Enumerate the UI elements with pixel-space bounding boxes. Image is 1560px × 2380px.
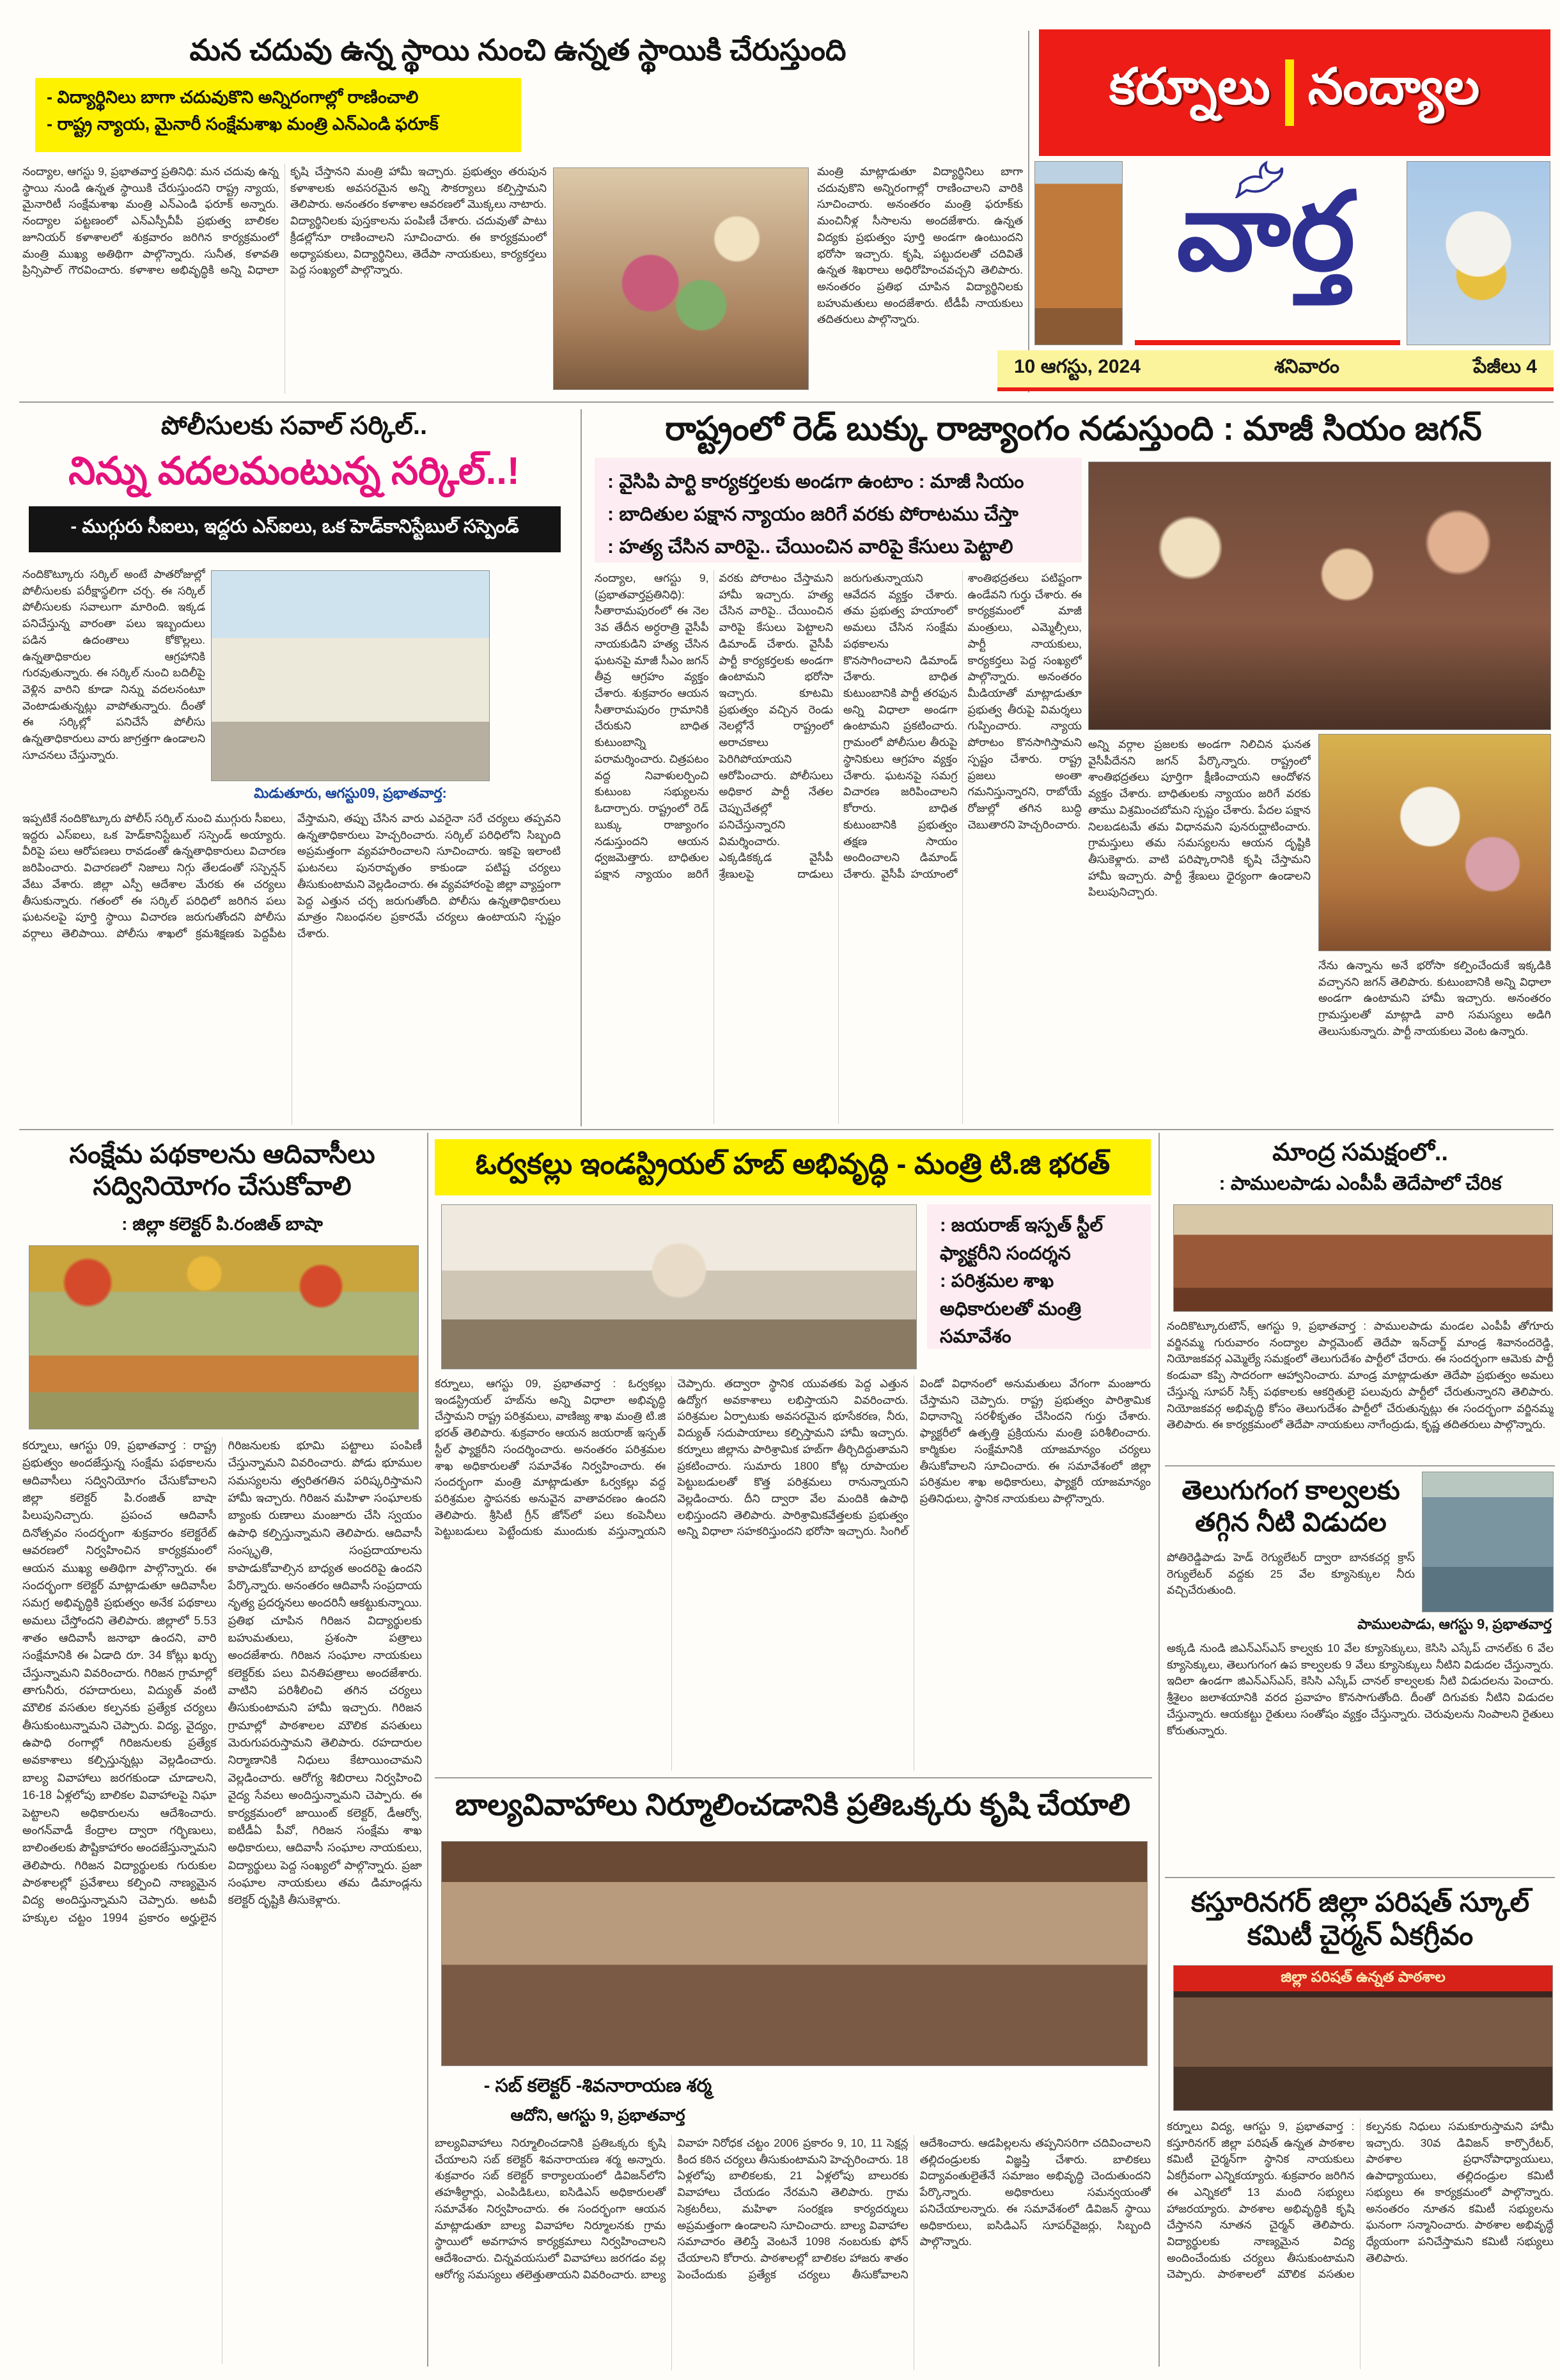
- education-body-left: నంద్యాల, ఆగస్టు 9, ప్రభాతవార్త ప్రతినిధి: మన చదువు ఉన్న స్థాయి నుండి ఉన్నత స్థాయికి చేరుస్తుందని రాష్ట్ర న్యాయ, మైనారిటీ సంక్షేమశాఖ మంత్రి ఎన్ఎండి ఫరూక్ అన్నారు. నంద్యాల పట్టణంలో ఎన్ఎస్పీవీపీ ప్రభుత్వ బాలికల జూనియర్ కళాశాలలో శుక్రవారం జరిగిన కార్యక్రమంలో మంత్రి ముఖ్య అతిథిగా పాల్గొన్నారు. సునీత, కళావతి ప్రిన్సిపాల్ గౌరవించారు. కళాశాల అభివృద్ధికి అన్ని విధాలా కృషి చేస్తానని మంత్రి హామీ ఇచ్చారు. ప్రభుత్వం తరుపున కళాశాలకు అవసరమైన అన్ని సౌకర్యాలు కల్పిస్తామని తెలిపారు. అనంతరం కళాశాల ఆవరణలో మొక్కలు నాటారు. విద్యార్థినిలకు పుస్తకాలను పంపిణీ చేశారు. చదువుతో పాటు క్రీడల్లోనూ రాణించాలని సూచించారు. ఈ కార్యక్రమంలో అధ్యాపకులు, విద్యార్థినిలు, తెదేపా నాయకులు, కార్యకర్తలు పెద్ద సంఖ్యలో పాల్గొన్నారు.: [22, 165, 547, 277]
- masthead-logo: వార్త: [1176, 171, 1355, 293]
- industrial-photo: [441, 1204, 917, 1369]
- welfare-body: కర్నూలు, ఆగస్టు 09, ప్రభాతవార్త : రాష్ట్ర ప్రభుత్వం అందజేస్తున్న సంక్షేమ పథకాలను ఆదివాసీలు సద్వినియోగం చేసుకోవాలని జిల్లా కలెక్టర్ పి.రంజిత్ బాషా పిలుపునిచ్చారు. ప్రపంచ ఆదివాసీ దినోత్సవం సందర్భంగా శుక్రవారం కలెక్టరేట్ ఆవరణలో నిర్వహించిన కార్యక్రమంలో ఆయన ముఖ్య అతిథిగా పాల్గొన్నారు. ఈ సందర్భంగా కలెక్టర్ మాట్లాడుతూ ఆదివాసీల సమగ్ర అభివృద్ధికి ప్రభుత్వం అనేక పథకాలు అమలు చేస్తోందని తెలిపారు. జిల్లాలో 5.53 శాతం ఆదివాసీ జనాభా ఉందని, వారి సంక్షేమానికి ఈ ఏడాది రూ. 34 కోట్లు ఖర్చు చేస్తున్నామని వివరించారు. గిరిజన గ్రామాల్లో తాగునీరు, రహదారులు, విద్యుత్ వంటి మౌలిక వసతుల కల్పనకు ప్రత్యేక చర్యలు తీసుకుంటున్నామని చెప్పారు. విద్య, వైద్యం, ఉపాధి రంగాల్లో గిరిజనులకు ప్రత్యేక అవకాశాలు కల్పిస్తున్నట్లు వెల్లడించారు. బాల్య వివాహాలు జరగకుండా చూడాలని, 16-18 ఏళ్లలోపు బాలికల వివాహాలపై నిఘా పెట్టాలని అధికారులను ఆదేశించారు. అంగన్‌వాడీ కేంద్రాల ద్వారా గర్భిణులు, బాలింతలకు పౌష్టికాహారం అందజేస్తున్నామని తెలిపారు. గిరిజన విద్యార్థులకు గురుకుల పాఠశాలల్లో ప్రవేశాలు కల్పించి నాణ్యమైన విద్య అందిస్తున్నామని చెప్పారు. అటవీ హక్కుల చట్టం 1994 ప్రకారం అర్హులైన గిరిజనులకు భూమి పట్టాలు పంపిణీ చేస్తున్నామని వివరించారు. పోడు భూముల సమస్యలను త్వరితగతిన పరిష్కరిస్తామని హామీ ఇచ్చారు. గిరిజన మహిళా సంఘాలకు బ్యాంకు రుణాలు మంజూరు చేసి స్వయం ఉపాధి కల్పిస్తున్నామని తెలిపారు. ఆదివాసీ సంస్కృతి, సంప్రదాయాలను కాపాడుకోవాల్సిన బాధ్యత అందరిపై ఉందని పేర్కొన్నారు. అనంతరం ఆదివాసీ సంప్రదాయ నృత్య ప్రదర్శనలు అందరినీ ఆకట్టుకున్నాయి. ప్రతిభ చూపిన గిరిజన విద్యార్థులకు బహుమతులు, ప్రశంసా పత్రాలు అందజేశారు. గిరిజన సంఘాల నాయకులు కలెక్టర్‌కు పలు వినతిపత్రాలు అందజేశారు. వాటిని పరిశీలించి తగిన చర్యలు తీసుకుంటామని హామీ ఇచ్చారు. గిరిజన గ్రామాల్లో పాఠశాలల మౌలిక వసతులు మెరుగుపరుస్తామని తెలిపారు. రహదారుల నిర్మాణానికి నిధులు కేటాయించామని వెల్లడించారు. ఆరోగ్య శిబిరాలు నిర్వహించి వైద్య సేవలు అందిస్తున్నామని చెప్పారు. ఈ కార్యక్రమంలో జాయింట్ కలెక్టర్, డీఆర్వో, ఐటీడీఏ పీవో, గిరిజన సంక్షేమ శాఖ అధికారులు, ఆదివాసీ సంఘాల నాయకులు, విద్యార్థులు పెద్ద సంఖ్యలో పాల్గొన్నారు. ప్రజా సంఘాల నాయకులు తమ డిమాండ్లను కలెక్టర్ దృష్టికి తీసుకెళ్లారు.: [22, 1439, 422, 1924]
- education-highlight-1: - విద్యార్థినిలు బాగా చదువుకొని అన్నిరంగాల్లో రాణించాలి: [47, 88, 419, 107]
- school-headline: కస్తూరినగర్ జిల్లా పరిషత్ స్కూల్ కమిటీ చైర్మన్ ఏకగ్రీవం: [1190, 1887, 1530, 1952]
- masthead-title-right: నంద్యాల: [1307, 58, 1481, 114]
- school-body: కర్నూలు విద్య, ఆగస్టు 9, ప్రభాతవార్త : కస్తూరినగర్ జిల్లా పరిషత్ ఉన్నత పాఠశాల కమిటీ చైర్మన్‌గా స్థానిక నాయకులు ఏకగ్రీవంగా ఎన్నికయ్యారు. శుక్రవారం జరిగిన ఈ ఎన్నికలో 13 మంది సభ్యులు హాజరయ్యారు. పాఠశాల అభివృద్ధికి కృషి చేస్తానని నూతన చైర్మన్ తెలిపారు. విద్యార్థులకు నాణ్యమైన విద్య అందించేందుకు చర్యలు తీసుకుంటామని చెప్పారు. పాఠశాలలో మౌలిక వసతుల కల్పనకు నిధులు సమకూరుస్తామని హామీ ఇచ్చారు. 30వ డివిజన్ కార్పొరేటర్, పాఠశాల ప్రధానోపాధ్యాయులు, ఉపాధ్యాయులు, తల్లిదండ్రుల కమిటీ సభ్యులు ఈ కార్యక్రమంలో పాల్గొన్నారు. అనంతరం నూతన కమిటీ సభ్యులను ఘనంగా సన్మానించారు. పాఠశాల అభివృద్ధే ధ్యేయంగా పనిచేస్తామని కమిటీ సభ్యులు తెలిపారు.: [1167, 2120, 1554, 2281]
- masthead-title-box: [1039, 29, 1550, 156]
- industrial-points-box: [927, 1204, 1151, 1349]
- police-kicker: పోలీసులకు సవాల్ సర్కిల్..: [160, 412, 428, 440]
- masthead-title-left: కర్నూలు: [1109, 58, 1271, 114]
- masthead-pages: పేజీలు 4: [1473, 355, 1537, 377]
- jagan-point-3: : హత్య చేసిన వారిపై.. చేయించిన వారిపై కేసులు పెట్టాలి: [607, 536, 1013, 557]
- school-photo: [1173, 1965, 1553, 2111]
- rule-middle-right: [1158, 1133, 1160, 2367]
- child-photo: [441, 1841, 1148, 2066]
- masthead-nandi-photo: [1407, 161, 1550, 345]
- police-headline: నిన్ను వదలమంటున్న సర్కిల్..!: [68, 449, 520, 492]
- mandra-subhead: : పాములపాడు ఎంపీపీ తెదేపాలో చేరిక: [1219, 1173, 1502, 1194]
- child-headline: బాల్యవివాహాలు నిర్మూలించడానికి ప్రతిఒక్కరు కృషి చేయాలి: [455, 1787, 1130, 1821]
- jagan-body-right1: అన్ని వర్గాల ప్రజలకు అండగా నిలిచిన ఘనత వైసీపీదేనని జగన్ పేర్కొన్నారు. రాష్ట్రంలో శాంతిభద్రతలు పూర్తిగా క్షీణించాయని ఆందోళన వ్యక్తం చేశారు. బాధితులకు న్యాయం జరిగే వరకు తాము విశ్రమించబోమని స్పష్టం చేశారు. పేదల పక్షాన నిలబడటమే తమ విధానమని పునరుద్ఘాటించారు. గ్రామస్తులు తమ సమస్యలను ఆయన దృష్టికి తీసుకెళ్లారు. వాటి పరిష్కారానికి కృషి చేస్తామని హామీ ఇచ్చారు. పార్టీ శ్రేణులు ధైర్యంగా ఉండాలని పిలుపునిచ్చారు.: [1088, 738, 1311, 899]
- canal-photo-caption: పాములపాడు, ఆగస్టు 9, ప్రభాతవార్త: [1357, 1616, 1552, 1632]
- masthead-date: 10 ఆగస్టు, 2024: [1014, 355, 1141, 377]
- masthead-logo-underline: [1135, 340, 1400, 345]
- mandra-body: నందికొట్కూరుటౌన్, ఆగస్టు 9, ప్రభాతవార్త : పాములపాడు మండల ఎంపీపీ తోగూరు వర్జినమ్మ గురువారం నంద్యాల పార్లమెంట్ తెదేపా ఇన్‌చార్జ్ మాండ్ర శివానందరెడ్డి, నియోజకవర్గ ఎమ్మెల్యే సమక్షంలో తెలుగుదేశం పార్టీలో చేరారు. ఈ సందర్భంగా ఆమెకు పార్టీ కండువా కప్పి సాదరంగా ఆహ్వానించారు. మాండ్ర మాట్లాడుతూ తెదేపా ప్రభుత్వం అమలు చేస్తున్న సూపర్ సిక్స్ పథకాలకు ఆకర్షితులై పలువురు పార్టీలో చేరుతున్నారని తెలిపారు. నియోజకవర్గ అభివృద్ధి కోసం తెలుగుదేశం పార్టీలో చేరుతున్నట్లు ఈ సందర్భంగా వర్జినమ్మ తెలిపారు. ఈ కార్యక్రమంలో తెదేపా నాయకులు నాగేంద్రుడు, కృష్ణ తదితరులు పాల్గొన్నారు.: [1167, 1319, 1554, 1431]
- masthead-divider-rule: [1028, 31, 1029, 393]
- education-highlight-2: - రాష్ట్ర న్యాయ, మైనారీ సంక్షేమశాఖ మంత్రి ఎన్ఎండి ఫరూక్: [47, 114, 439, 134]
- education-photo: [553, 167, 809, 390]
- mandra-headline: మాంద్ర సమక్షంలో..: [1272, 1139, 1448, 1166]
- jagan-body-right2: నేను ఉన్నాను అనే భరోసా కల్పించేందుకే ఇక్కడికి వచ్చానని జగన్ తెలిపారు. కుటుంబానికి అన్ని విధాలా అండగా ఉంటామని హామీ ఇచ్చారు. అనంతరం గ్రామస్తులతో మాట్లాడి వారి సమస్యలు అడిగి తెలుసుకున్నారు. పార్టీ నాయకులు వెంట ఉన్నారు.: [1318, 959, 1551, 1038]
- canal-body: అక్కడి నుండి జిఎన్ఎస్ఎస్ కాల్వకు 10 వేల క్యూసెక్కులు, కెసిసి ఎస్కేప్ చానల్‌కు 6 వేల క్యూసెక్కులు, తెలుగుగంగ ఉప కాల్వలకు 9 వేలు క్యూసెక్కులు నీటిని విడుదల చేస్తున్నారు. ఇదిలా ఉండగా జిఎన్ఎస్ఎస్, కెసిసి ఎస్కేప్ చానల్ కాల్వలకు నీటి విడుదలను పెంచారు. శ్రీశైలం జలాశయానికి వరద ప్రవాహం కొనసాగుతోంది. దీంతో దిగువకు నీటిని విడుదల చేస్తున్నారు. ఆయకట్టు రైతులు సంతోషం వ్యక్తం చేస్తున్నారు. చెరువులను నింపాలని రైతులు కోరుతున్నారు.: [1167, 1642, 1554, 1737]
- education-headline: మన చదువు ఉన్న స్థాయి నుంచి ఉన్నత స్థాయికి చేరుస్తుంది: [189, 33, 846, 66]
- jagan-point-2: : బాదితుల పక్షాన న్యాయం జరిగే వరకు పోరాటము చేస్తా: [607, 504, 1018, 525]
- jagan-secondary-photo: [1318, 734, 1551, 951]
- masthead-datebar: [997, 350, 1554, 391]
- mandra-photo: [1173, 1204, 1553, 1312]
- rule-left-middle: [427, 1133, 428, 2367]
- education-body-right: మంత్రి మాట్లాడుతూ విద్యార్థినిలు బాగా చదువుకొని అన్నిరంగాల్లో రాణించాలని వారికి సూచించారు. అనంతరం మంత్రి ఫరూక్‌కు మంచినీళ్ల సీసాలను అందజేశారు. ఉన్నత విద్యకు ప్రభుత్వం పూర్తి అండగా ఉంటుందని భరోసా ఇచ్చారు. కృషి, పట్టుదలతో చదివితే ఉన్నత శిఖరాలు అధిరోహించవచ్చని తెలిపారు. అనంతరం ప్రతిభ చూపిన విద్యార్థినిలకు బహుమతులు అందజేశారు. టీడీపీ నాయకులు తదితరులు పాల్గొన్నారు.: [817, 165, 1023, 326]
- child-attribution: - సబ్ కలెక్టర్ -శివనారాయణ శర్మ: [483, 2076, 712, 2096]
- child-body: బాల్యవివాహాలు నిర్మూలించడానికి ప్రతిఒక్కరు కృషి చేయాలని సబ్ కలెక్టర్ శివనారాయణ శర్మ అన్నారు. శుక్రవారం సబ్ కలెక్టర్ కార్యాలయంలో డివిజన్‌లోని తహశీల్దార్లు, ఎంపిడిఓలు, ఐసిడిఎస్ అధికారులతో సమావేశం నిర్వహించారు. ఈ సందర్భంగా ఆయన మాట్లాడుతూ బాల్య వివాహాల నిర్మూలనకు గ్రామ స్థాయిలో అవగాహన కార్యక్రమాలు నిర్వహించాలని ఆదేశించారు. చిన్నవయసులో వివాహాలు జరగడం వల్ల ఆరోగ్య సమస్యలు తలెత్తుతాయని వివరించారు. బాల్య వివాహ నిరోధక చట్టం 2006 ప్రకారం 9, 10, 11 సెక్షన్ల కింద కఠిన చర్యలు తీసుకుంటామని హెచ్చరించారు. 18 ఏళ్లలోపు బాలికలకు, 21 ఏళ్లలోపు బాలురకు వివాహాలు చేయడం నేరమని తెలిపారు. గ్రామ సెక్రటరీలు, మహిళా సంరక్షణ కార్యదర్శులు అప్రమత్తంగా ఉండాలని సూచించారు. బాల్య వివాహాల సమాచారం తెలిస్తే వెంటనే 1098 నంబరుకు ఫోన్ చేయాలని కోరారు. పాఠశాలల్లో బాలికల హాజరు శాతం పెంచేందుకు ప్రత్యేక చర్యలు తీసుకోవాలని ఆదేశించారు. ఆడపిల్లలను తప్పనిసరిగా చదివించాలని తల్లిదండ్రులకు విజ్ఞప్తి చేశారు. బాలికలు విద్యావంతులైతేనే సమాజం అభివృద్ధి చెందుతుందని పేర్కొన్నారు. అధికారులు సమన్వయంతో పనిచేయాలన్నారు. ఈ సమావేశంలో డివిజన్ స్థాయి అధికారులు, ఐసిడిఎస్ సూపర్‌వైజర్లు, సిబ్బంది పాల్గొన్నారు.: [435, 2136, 1151, 2281]
- industrial-body: కర్నూలు, ఆగస్టు 09, ప్రభాతవార్త : ఓర్వకల్లు ఇండస్ట్రియల్ హబ్‌ను అన్ని విధాలా అభివృద్ధి చేస్తామని రాష్ట్ర పరిశ్రమలు, వాణిజ్య శాఖ మంత్రి టి.జి భరత్ తెలిపారు. శుక్రవారం ఆయన జయరాజ్ ఇస్పత్ స్టీల్ ఫ్యాక్టరీని సందర్శించారు. అనంతరం పరిశ్రమల శాఖ అధికారులతో సమావేశం నిర్వహించారు. ఈ సందర్భంగా మంత్రి మాట్లాడుతూ ఓర్వకల్లు వద్ద పరిశ్రమల స్థాపనకు అనువైన వాతావరణం ఉందని తెలిపారు. శ్రీసిటీ గ్రీన్ జోన్‌లో పలు కంపెనీలు పెట్టుబడులు పెట్టేందుకు ముందుకు వస్తున్నాయని చెప్పారు. తద్వారా స్థానిక యువతకు పెద్ద ఎత్తున ఉద్యోగ అవకాశాలు లభిస్తాయని వివరించారు. పరిశ్రమల ఏర్పాటుకు అవసరమైన భూసేకరణ, నీరు, విద్యుత్ సదుపాయాలు కల్పిస్తామని హామీ ఇచ్చారు. కర్నూలు జిల్లాను పారిశ్రామిక హబ్‌గా తీర్చిదిద్దుతామని ప్రకటించారు. సుమారు 1800 కోట్ల రూపాయల పెట్టుబడులతో కొత్త పరిశ్రమలు రానున్నాయని వెల్లడించారు. దీని ద్వారా వేల మందికి ఉపాధి లభిస్తుందని తెలిపారు. పారిశ్రామికవేత్తలకు ప్రభుత్వం అన్ని విధాలా సహకరిస్తుందని భరోసా ఇచ్చారు. సింగిల్ విండో విధానంలో అనుమతులు వేగంగా మంజూరు చేస్తామని చెప్పారు. రాష్ట్ర ప్రభుత్వం పారిశ్రామిక విధానాన్ని సరళీకృతం చేసిందని గుర్తు చేశారు. ఫ్యాక్టరీలో ఉత్పత్తి ప్రక్రియను మంత్రి పరిశీలించారు. కార్మికుల సంక్షేమానికి యాజమాన్యం చర్యలు తీసుకోవాలని సూచించారు. ఈ సమావేశంలో జిల్లా పరిశ్రమల శాఖ అధికారులు, ఫ్యాక్టరీ యాజమాన్యం ప్రతినిధులు, స్థానిక నాయకులు పాల్గొన్నారు.: [435, 1377, 1151, 1538]
- canal-body-intro: పోతిరెడ్డిపాడు హెడ్ రెగ్యులేటర్ ద్వారా బానకచర్ల క్రాస్ రెగ్యులేటర్ వద్దకు 25 వేల క్యూసెక్కుల నీరు వచ్చిచేరుతుంది.: [1167, 1551, 1415, 1597]
- police-strap: - ముగ్గురు సీఐలు, ఇద్దరు ఎస్ఐలు, ఒక హెడ్‌కానిస్టేబుల్ సస్పెండ్: [29, 506, 561, 552]
- jagan-body-main: నంద్యాల, ఆగస్టు 9, (ప్రభాతవార్తప్రతినిధి): సీతారామపురంలో ఈ నెల 3వ తేదీన అర్ధరాత్రి వైసీపీ నాయకుడిని హత్య చేసిన ఘటనపై మాజీ సీఎం జగన్ తీవ్ర ఆగ్రహం వ్యక్తం చేశారు. శుక్రవారం ఆయన సీతారామపురం గ్రామానికి చేరుకుని బాధిత కుటుంబాన్ని పరామర్శించారు. చిత్రపటం వద్ద నివాళులర్పించి కుటుంబ సభ్యులను ఓదార్చారు. రాష్ట్రంలో రెడ్ బుక్కు రాజ్యాంగం నడుస్తుందని ఆయన ధ్వజమెత్తారు. బాధితుల పక్షాన న్యాయం జరిగే వరకు పోరాటం చేస్తామని హామీ ఇచ్చారు. హత్య చేసిన వారిపై.. చేయించిన వారిపై కేసులు పెట్టాలని డిమాండ్ చేశారు. వైసీపీ పార్టీ కార్యకర్తలకు అండగా ఉంటామని భరోసా ఇచ్చారు. కూటమి ప్రభుత్వం వచ్చిన రెండు నెలల్లోనే రాష్ట్రంలో అరాచకాలు పెరిగిపోయాయని ఆరోపించారు. పోలీసులు అధికార పార్టీ నేతల చెప్పుచేతల్లో పనిచేస్తున్నారని విమర్శించారు. ఎక్కడికక్కడ వైసీపీ శ్రేణులపై దాడులు జరుగుతున్నాయని ఆవేదన వ్యక్తం చేశారు. తమ ప్రభుత్వ హయాంలో అమలు చేసిన సంక్షేమ పథకాలను కొనసాగించాలని డిమాండ్ చేశారు. బాధిత కుటుంబానికి పార్టీ తరఫున అన్ని విధాలా అండగా ఉంటామని ప్రకటించారు. గ్రామంలో పోలీసుల తీరుపై స్థానికులు ఆగ్రహం వ్యక్తం చేశారు. ఘటనపై సమగ్ర విచారణ జరిపించాలని కోరారు. బాధిత కుటుంబానికి ప్రభుత్వం తక్షణ సాయం అందించాలని డిమాండ్ చేశారు. వైసీపీ హయాంలో శాంతిభద్రతలు పటిష్టంగా ఉండేవని గుర్తు చేశారు. ఈ కార్యక్రమంలో మాజీ మంత్రులు, ఎమ్మెల్సీలు, పార్టీ నాయకులు, కార్యకర్తలు పెద్ద సంఖ్యలో పాల్గొన్నారు. అనంతరం మీడియాతో మాట్లాడుతూ ప్రభుత్వ తీరుపై విమర్శలు గుప్పించారు. న్యాయ పోరాటం కొనసాగిస్తామని స్పష్టం చేశారు. రాష్ట్ర ప్రజలు అంతా గమనిస్తున్నారని, రాబోయే రోజుల్లో తగిన బుద్ధి చెబుతారని హెచ్చరించారు.: [595, 572, 1082, 880]
- masthead-title-divider: [1285, 59, 1294, 126]
- rule-industrial-child: [435, 1777, 1152, 1778]
- canal-headline: తెలుగుగంగ కాల్వలకు తగ్గిన నీటి విడుదల: [1182, 1475, 1400, 1537]
- industrial-point-1: : జయరాజ్ ఇస్పత్ స్టీల్ ఫ్యాక్టరీని సందర్శన: [940, 1215, 1104, 1264]
- section-rule-top: [19, 401, 1554, 403]
- jagan-main-photo: [1088, 462, 1551, 730]
- masthead-day: శనివారం: [1274, 355, 1340, 377]
- jagan-headline: రాష్ట్రంలో రెడ్ బుక్కు రాజ్యాంగం నడుస్తుంది : మాజీ సియం జగన్: [665, 410, 1482, 447]
- school-photo-banner: జిల్లా పరిషత్ ఉన్నత పాఠశాల: [1174, 1966, 1552, 1991]
- police-photo-caption: మిడుతూరు, ఆగస్టు09, ప్రభాతవార్త:: [254, 785, 447, 801]
- rule-mandra-canal: [1165, 1465, 1555, 1466]
- jagan-points-box: [595, 458, 1082, 563]
- child-dateline: ఆదోని, ఆగస్టు 9, ప్రభాతవార్త: [510, 2106, 685, 2124]
- welfare-subhead: : జిల్లా కలెక్టర్ పి.రంజిత్ బాషా: [121, 1214, 323, 1234]
- canal-photo: [1422, 1472, 1554, 1612]
- masthead-fort-photo: [1034, 161, 1123, 345]
- police-body-bottom: ఇప్పటికే నందికొట్కూరు పోలీస్ సర్కిల్ నుంచి ముగ్గురు సీఐలు, ఇద్దరు ఎస్ఐలు, ఒక హెడ్‌కానిస్టేబుల్ సస్పెండ్ అయ్యారు. వీరిపై పలు ఆరోపణలు రావడంతో ఉన్నతాధికారులు విచారణ జరిపించారు. విచారణలో నిజాలు నిగ్గు తేలడంతో సస్పెన్షన్ వేటు వేశారు. జిల్లా ఎస్పీ ఆదేశాల మేరకు ఈ చర్యలు తీసుకున్నారు. గతంలో ఈ సర్కిల్ పరిధిలో జరిగిన పలు ఘటనలపై పూర్తి స్థాయి విచారణ జరుగుతోందని పోలీసు వర్గాలు తెలిపాయి. పోలీసు శాఖలో క్రమశిక్షణకు పెద్దపీట వేస్తామని, తప్పు చేసిన వారు ఎవరైనా సరే చర్యలు తప్పవని ఉన్నతాధికారులు హెచ్చరించారు. సర్కిల్ పరిధిలోని సిబ్బంది అప్రమత్తంగా వ్యవహరించాలని సూచించారు. ఇకపై ఇలాంటి ఘటనలు పునరావృతం కాకుండా పటిష్ట చర్యలు తీసుకుంటామని వెల్లడించారు. ఈ వ్యవహారంపై జిల్లా వ్యాప్తంగా పెద్ద ఎత్తున చర్చ జరుగుతోంది. పోలీసు ఉన్నతాధికారులు మాత్రం నిబంధనల ప్రకారమే చర్యలు ఉంటాయని స్పష్టం చేశారు.: [22, 812, 561, 940]
- welfare-photo: [29, 1245, 419, 1429]
- industrial-headline: ఓర్వకల్లు ఇండస్ట్రియల్ హబ్ అభివృద్ధి - మంత్రి టి.జి భరత్: [435, 1139, 1151, 1195]
- section-rule-middle: [19, 1129, 1554, 1130]
- police-station-photo: [211, 570, 490, 781]
- welfare-headline: సంక్షేమ పథకాలను ఆదివాసీలు సద్వినియోగం చేసుకోవాలి: [69, 1139, 375, 1201]
- education-highlight-box: [35, 78, 521, 152]
- police-body-left: నందికొట్కూరు సర్కిల్ అంటే పాతరోజుల్లో పోలీసులకు పరీక్షాస్థలిగా చర్చ. ఈ సర్కిల్ పోలీసులకు సవాలుగా మారింది. ఇక్కడ పనిచేస్తున్న వారంతా పలు ఇబ్బందులు పడిన ఉదంతాలు కోకొల్లలు. ఉన్నతాధికారుల ఆగ్రహానికి గురవుతున్నారు. ఈ సర్కిల్ నుంచి బదిలీపై వెళ్లిన వారిని కూడా నిన్ను వదలనంటూ వెంటాడుతున్నట్లు వాపోతున్నారు. దీంతో ఈ సర్కిల్లో పనిచేసే పోలీసు ఉన్నతాధికారులు వారు జాగ్రత్తగా ఉండాలని సూచనలు చేస్తున్నారు.: [22, 568, 205, 761]
- rule-police-jagan: [581, 409, 582, 1126]
- industrial-point-2: : పరిశ్రమల శాఖ అధికారులతో మంత్రి సమావేశం: [940, 1271, 1082, 1347]
- rule-canal-school: [1165, 1877, 1555, 1878]
- jagan-point-1: : వైసిపి పార్టి కార్యకర్తలకు అండగా ఉంటాం : మాజీ సియం: [607, 471, 1024, 492]
